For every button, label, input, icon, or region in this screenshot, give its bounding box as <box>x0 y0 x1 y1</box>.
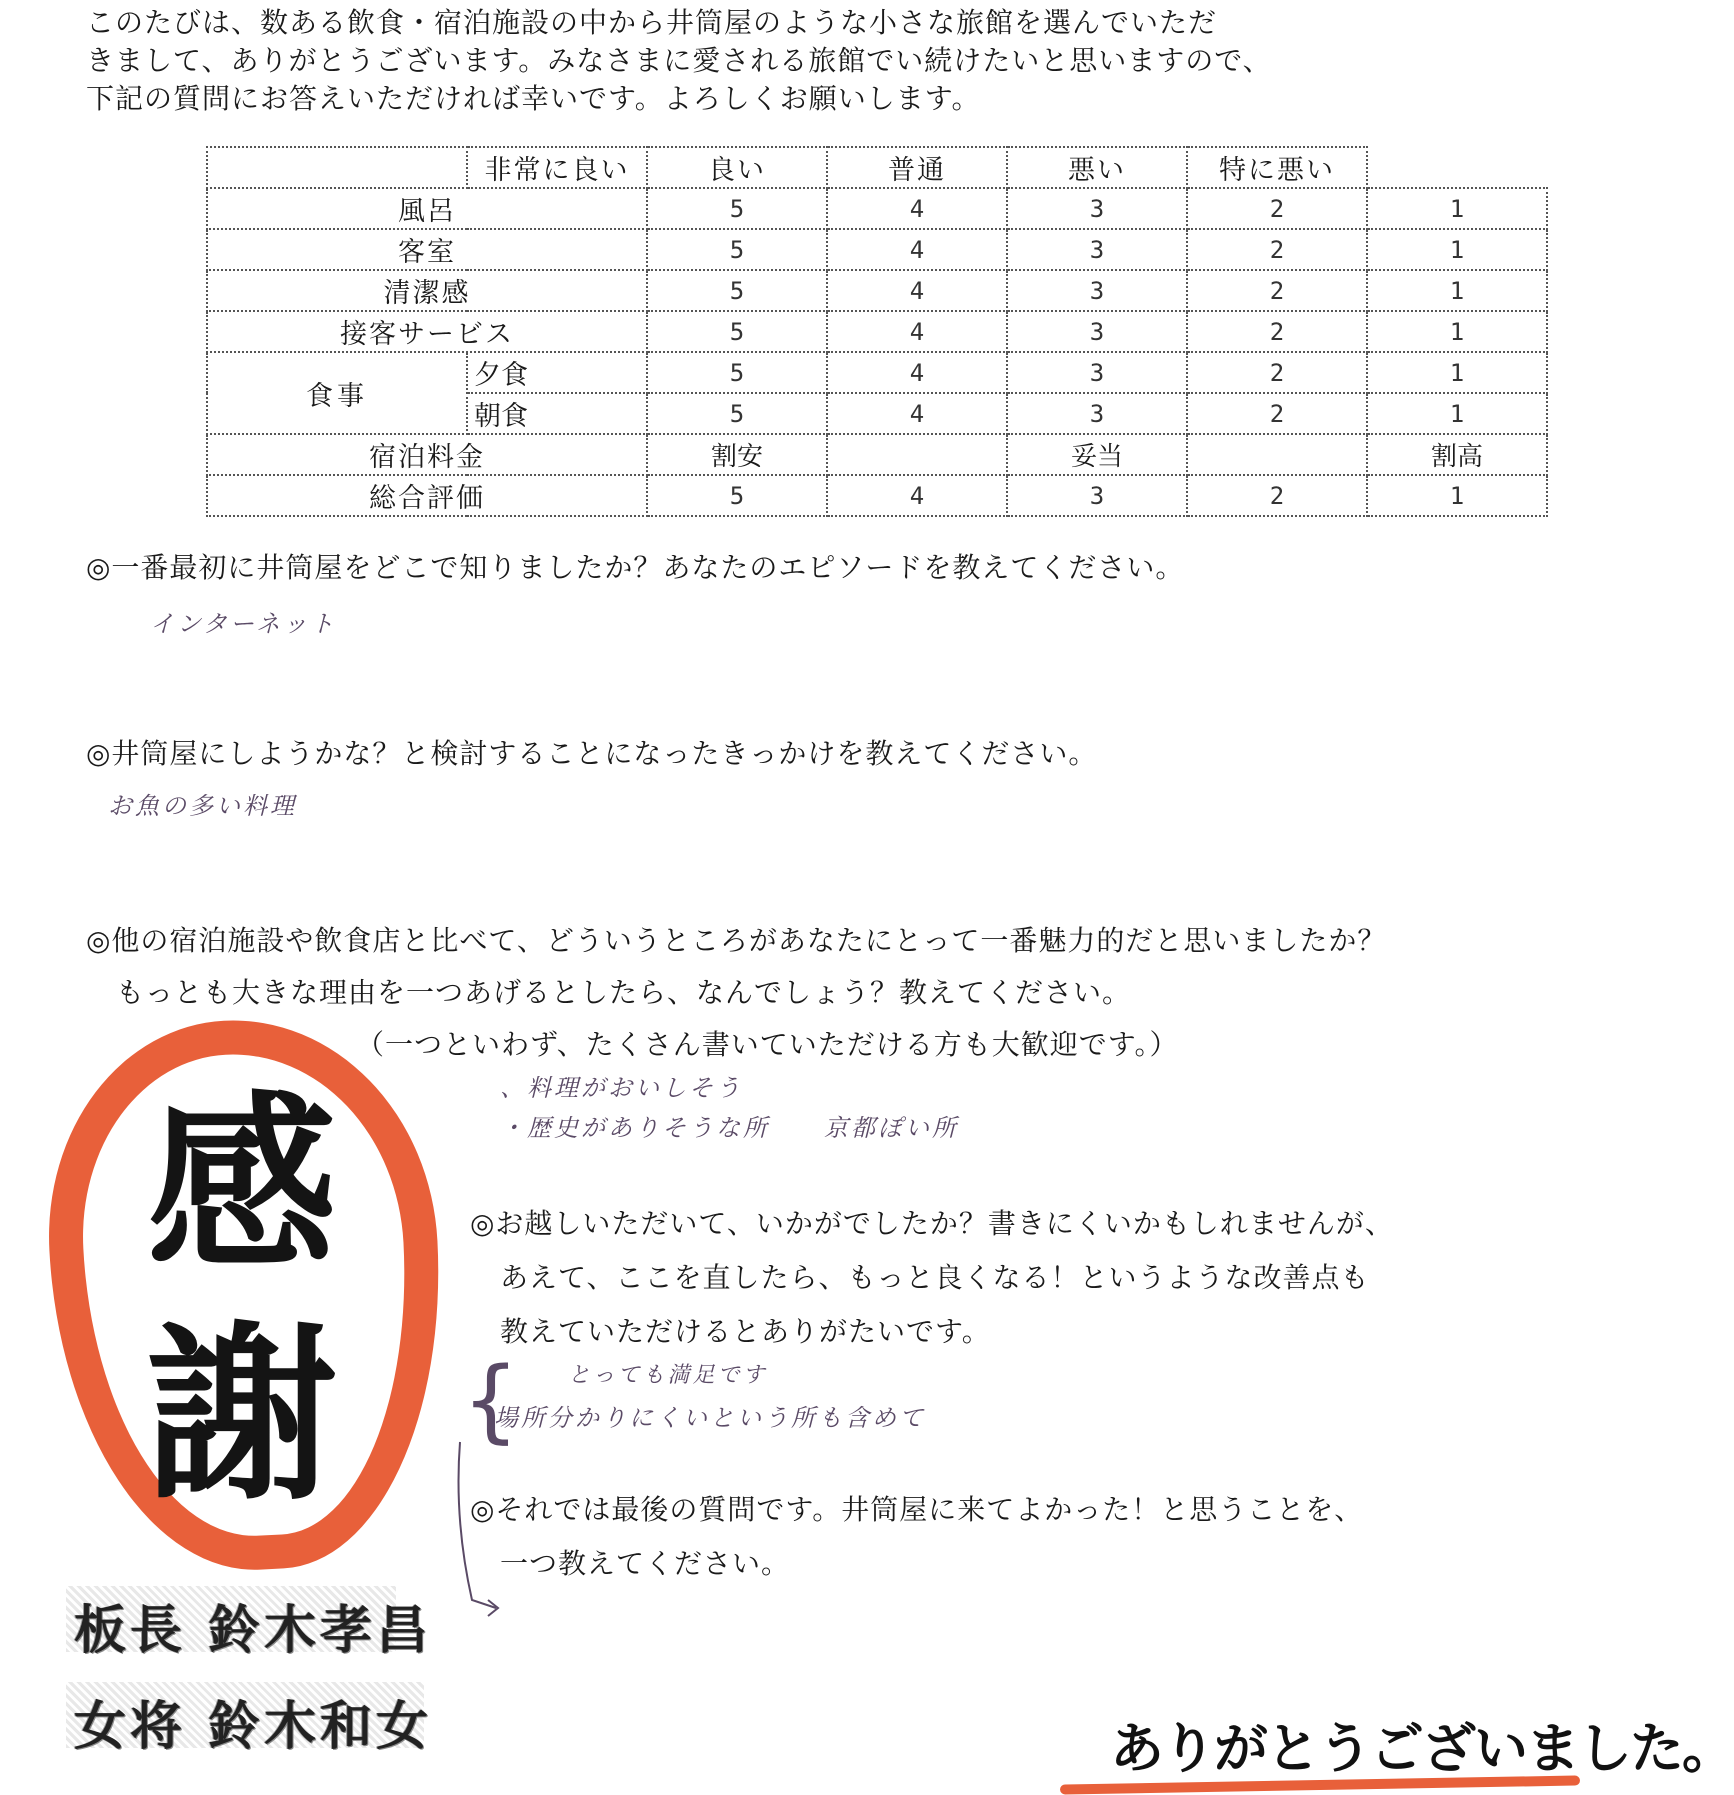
row-label: 風呂 <box>207 188 647 229</box>
answer-4-line: 場所分かりにくいという所も含めて <box>494 1404 926 1432</box>
rating-cell: 1 <box>1367 311 1547 352</box>
row-label: 朝食 <box>467 393 647 434</box>
table-header-row <box>207 147 1547 188</box>
intro-text <box>86 4 1446 118</box>
rating-cell: 4 <box>827 270 1007 311</box>
table-row <box>207 352 1547 393</box>
rating-cell: 4 <box>827 475 1007 516</box>
rating-cell: 4 <box>827 311 1007 352</box>
table-row <box>207 188 1547 229</box>
answer-3-line: 、料理がおいしそう <box>500 1074 743 1102</box>
table-row <box>207 229 1547 270</box>
rating-cell: 2 <box>1187 229 1367 270</box>
table-row <box>207 475 1547 516</box>
rating-cell: 4 <box>827 229 1007 270</box>
rating-cell: 5 <box>647 475 827 516</box>
rating-cell: 2 <box>1187 475 1367 516</box>
answer-4-line: とっても満足です <box>568 1363 768 1388</box>
rating-cell: 2 <box>1187 393 1367 434</box>
answer-1: インターネット <box>150 610 337 638</box>
rating-cell: 2 <box>1187 352 1367 393</box>
question-4-line: 教えていただけるとありがたいです。 <box>500 1315 991 1348</box>
header-cell: 非常に良い <box>467 147 647 188</box>
rating-cell: 3 <box>1007 229 1187 270</box>
rating-cell: 5 <box>647 352 827 393</box>
header-corner <box>207 147 467 188</box>
row-label: 宿泊料金 <box>207 434 647 475</box>
question-4-line: ◎お越しいただいて、いかがでしたか？書きにくいかもしれませんが、 <box>470 1207 1394 1240</box>
rating-cell: 3 <box>1007 270 1187 311</box>
question-5-line: ◎それでは最後の質問です。井筒屋に来てよかった！と思うことを、 <box>470 1493 1364 1526</box>
rating-cell: 5 <box>647 393 827 434</box>
intro-line: 下記の質問にお答えいただければ幸いです。よろしくお願いします。 <box>86 82 981 115</box>
row-label: 客室 <box>207 229 647 270</box>
rating-cell: 4 <box>827 352 1007 393</box>
rating-cell: 1 <box>1367 393 1547 434</box>
header-cell: 良い <box>647 147 827 188</box>
rating-cell: 2 <box>1187 270 1367 311</box>
question-3-note: （一つといわず、たくさん書いていただける方も大歓迎です。） <box>356 1028 1179 1061</box>
question-2: ◎井筒屋にしようかな？と検討することになったきっかけを教えてください。 <box>86 737 1098 770</box>
rating-cell: 3 <box>1007 475 1187 516</box>
answer-2: お魚の多い料理 <box>108 792 297 820</box>
question-4-line: あえて、ここを直したら、もっと良くなる！というような改善点も <box>500 1261 1370 1294</box>
rating-cell: 5 <box>647 188 827 229</box>
table-row <box>207 270 1547 311</box>
question-5-line: 一つ教えてください。 <box>500 1547 791 1580</box>
rating-cell: 2 <box>1187 188 1367 229</box>
header-cell: 悪い <box>1007 147 1187 188</box>
rating-cell: 1 <box>1367 352 1547 393</box>
kansha-seal-text <box>92 1070 392 1530</box>
row-label: 夕食 <box>467 352 647 393</box>
brace-mark: { <box>462 1348 520 1453</box>
rating-cell: 割安 <box>647 434 827 475</box>
rating-cell: 5 <box>647 229 827 270</box>
signature-chef: 板長 鈴木孝昌 <box>74 1600 433 1661</box>
rating-cell: 1 <box>1367 229 1547 270</box>
rating-cell: 2 <box>1187 311 1367 352</box>
rating-cell: 割高 <box>1367 434 1547 475</box>
table-row <box>207 434 1547 475</box>
question-3-line: ◎他の宿泊施設や飲食店と比べて、どういうところがあなたにとって一番魅力的だと思いましたか？ <box>86 924 1387 957</box>
question-1: ◎一番最初に井筒屋をどこで知りましたか？あなたのエピソードを教えてください。 <box>86 551 1185 584</box>
rating-cell: 1 <box>1367 188 1547 229</box>
rating-cell <box>827 434 1007 475</box>
intro-line: このたびは、数ある飲食・宿泊施設の中から井筒屋のような小さな旅館を選んでいただ <box>86 6 1218 39</box>
rating-cell: 妥当 <box>1007 434 1187 475</box>
rating-table <box>206 146 1548 517</box>
closing-thanks: ありがとうございました。 <box>1110 1716 1734 1780</box>
row-label: 接客サービス <box>207 311 647 352</box>
meal-group-label: 食事 <box>207 352 467 434</box>
rating-cell: 4 <box>827 188 1007 229</box>
row-label: 清潔感 <box>207 270 647 311</box>
header-cell: 特に悪い <box>1187 147 1367 188</box>
rating-cell: 1 <box>1367 270 1547 311</box>
signature-okami: 女将 鈴木和女 <box>74 1696 433 1757</box>
table-row <box>207 311 1547 352</box>
question-3-line: もっとも大きな理由を一つあげるとしたら、なんでしょう？教えてください。 <box>116 976 1132 1009</box>
rating-cell: 3 <box>1007 393 1187 434</box>
rating-cell: 4 <box>827 393 1007 434</box>
rating-cell: 5 <box>647 270 827 311</box>
rating-cell: 1 <box>1367 475 1547 516</box>
seal-char: 感 <box>146 1073 337 1296</box>
rating-cell: 3 <box>1007 352 1187 393</box>
rating-cell: 3 <box>1007 188 1187 229</box>
header-cell: 普通 <box>827 147 1007 188</box>
seal-char: 謝 <box>146 1303 337 1526</box>
intro-line: きまして、ありがとうございます。みなさまに愛される旅館でい続けたいと思いますので、 <box>86 44 1272 77</box>
row-label: 総合評価 <box>207 475 647 516</box>
rating-cell: 5 <box>647 311 827 352</box>
rating-cell: 3 <box>1007 311 1187 352</box>
answer-3-line: ・歴史がありそうな所 京都ぽい所 <box>500 1114 959 1142</box>
rating-cell <box>1187 434 1367 475</box>
